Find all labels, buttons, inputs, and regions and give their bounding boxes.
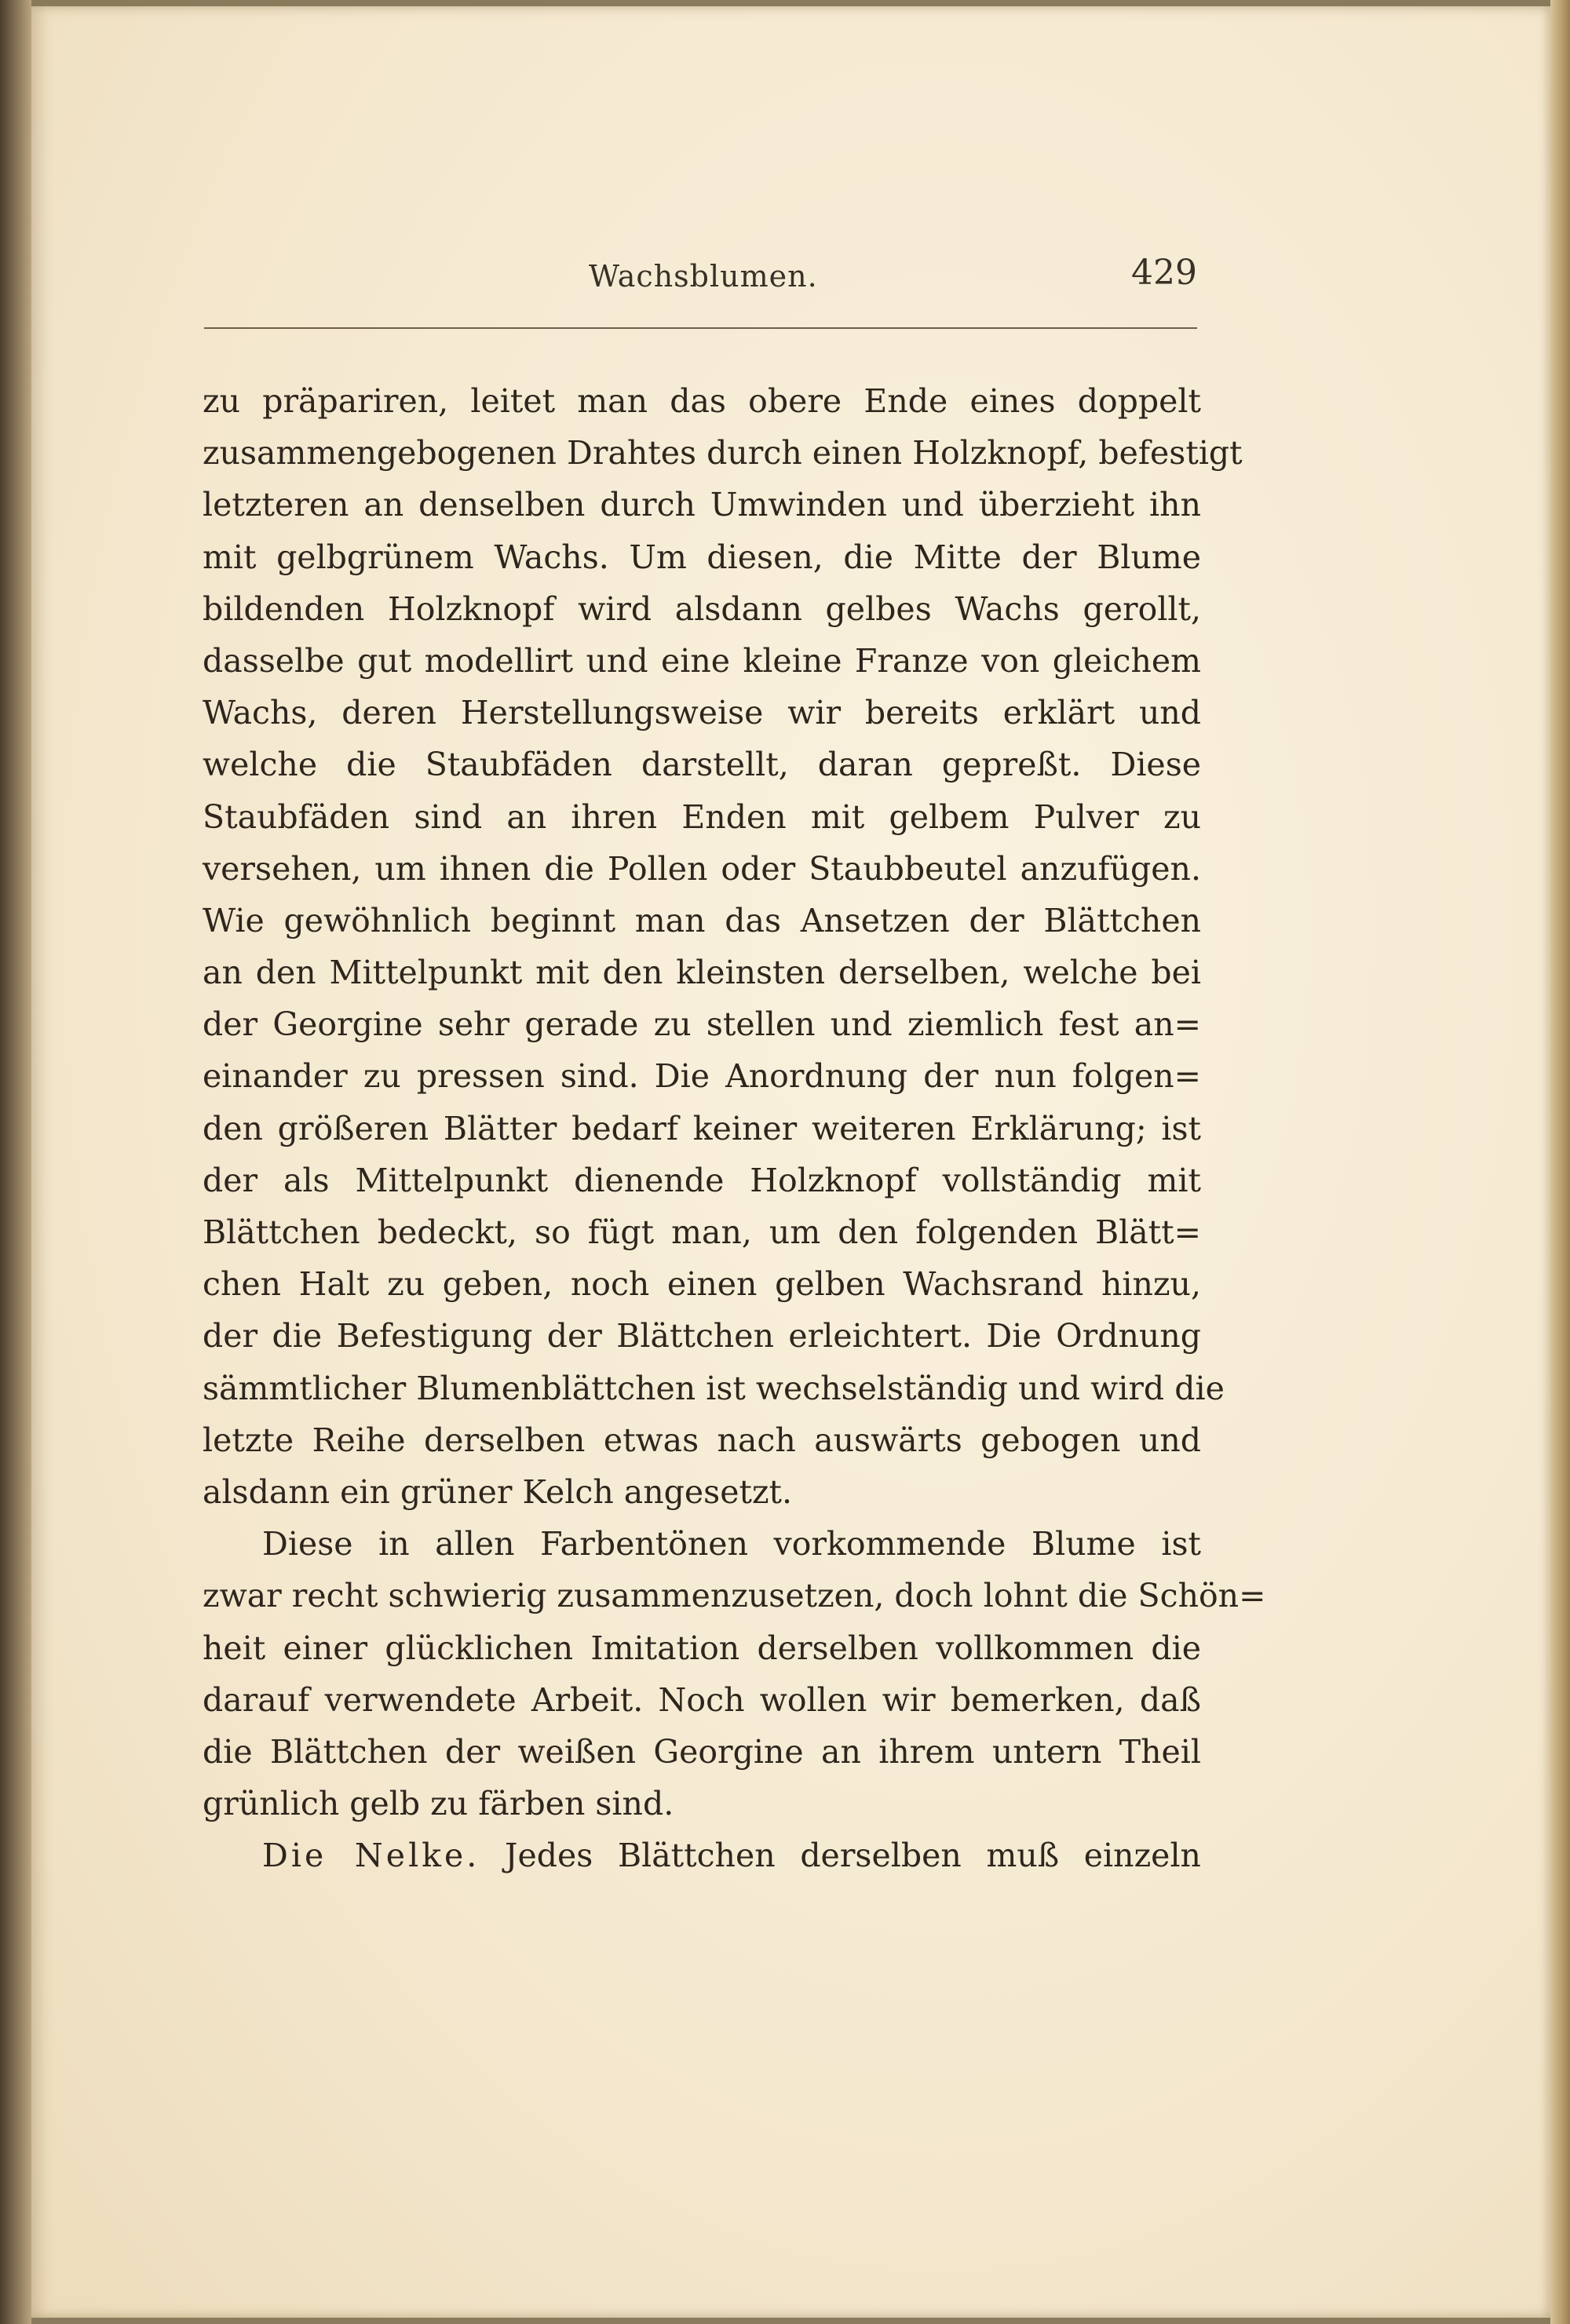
text-line [203,1830,1201,1881]
running-title: Wachsblumen. [589,259,818,294]
text-line: Wachs, deren Herstellungsweise wir bereits erklärt und [203,694,1201,732]
text-line: der Georgine sehr gerade zu stellen und ziemlich fest an= [203,1005,1201,1044]
text-line: Blättchen bedeckt, so fügt man, um den folgenden Blätt= [203,1213,1201,1251]
text-line: zu präpariren, leitet man das obere Ende eines doppelt [203,382,1201,420]
book-spine [0,0,31,2324]
text-line: heit einer glücklichen Imitation derselben vollkommen die [203,1629,1201,1667]
page-edge [1550,0,1570,2324]
text-line: bildenden Holzknopf wird alsdann gelbes Wachs gerollt, [203,589,1201,628]
text-line: den größeren Blätter bedarf keiner weiteren Erklärung; ist [203,1109,1201,1147]
text-line: letzteren an denselben durch Umwinden und überzieht ihn [203,486,1201,524]
text-line: Staubfäden sind an ihren Enden mit gelbem Pulver zu [203,797,1201,836]
text-line: Wie gewöhnlich beginnt man das Ansetzen der Blättchen [203,901,1201,939]
text-line: der die Befestigung der Blättchen erleichtert. Die Ordnung [203,1317,1201,1355]
text-line: letzte Reihe derselben etwas nach auswärts gebogen und [203,1421,1201,1459]
running-head [204,253,1197,308]
text-line: darauf verwendete Arbeit. Noch wollen wir bemerken, daß [203,1680,1201,1719]
text-line: zusammengebogenen Drahtes durch einen Holzknopf, befestigt [203,434,1243,472]
text-line: die Blättchen der weißen Georgine an ihrem untern Theil [203,1732,1201,1771]
text-line: sämmtlicher Blumenblättchen ist wechselständig und wird die [203,1369,1225,1407]
text-line: der als Mittelpunkt dienende Holzknopf vollständig mit [203,1161,1201,1199]
text-line: dasselbe gut modellirt und eine kleine Franze von gleichem [203,641,1201,680]
text-line: zwar recht schwierig zusammenzusetzen, doch lohnt die Schön= [203,1577,1266,1615]
body-text [203,375,1266,1881]
text-line: versehen, um ihnen die Pollen oder Staubbeutel anzufügen. [203,849,1201,888]
text-line: an den Mittelpunkt mit den kleinsten derselben, welche bei [203,954,1201,992]
text-line: grünlich gelb zu färben sind. [203,1785,674,1823]
text-line: chen Halt zu geben, noch einen gelben Wachsrand hinzu, [203,1265,1201,1304]
text-line: mit gelbgrünem Wachs. Um diesen, die Mitte der Blume [203,538,1201,576]
text-line: Diese in allen Farbentönen vorkommende Blume ist [262,1525,1201,1563]
page-number: 429 [1131,253,1197,293]
header-rule [204,327,1197,329]
text-line: einander zu pressen sind. Die Anordnung der nun folgen= [203,1057,1201,1096]
text-line: welche die Staubfäden darstellt, daran gepreßt. Diese [203,746,1201,784]
text-line: alsdann ein grüner Kelch angesetzt. [203,1472,793,1511]
section-text: Jedes Blättchen derselben muß einzeln [505,1837,1201,1875]
section-heading: Die Nelke. [262,1837,480,1875]
